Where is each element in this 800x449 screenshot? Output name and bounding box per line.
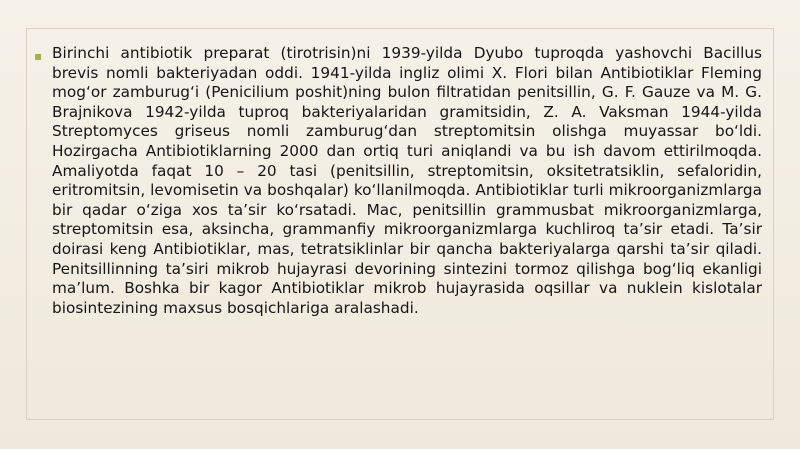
body-paragraph: Birinchi antibiotik preparat (tirotrisin)ni 1939-yilda Dyubo tuproqda yashovchi Bacillus brevis nomli bakteriyadan oddi. 1941-yilda ingliz olimi X. Flori bilan Antibiotiklar Fleming mog‘or zamburug‘i (Penicilium poshit)ning bulon filtratidan penitsillin, G. F. Gauze va M. G. Brajnikova 1942-yilda tuproq bakteriyalaridan gramitsidin, Z. A. Vaksman 1944-yilda Streptomyces griseus nomli zamburug‘dan streptomitsin olishga muyassar bo‘ldi. Hozirgacha Antibiotiklarning 2000 dan ortiq turi aniqlandi va bu ish davom ettirilmoqda. Amaliyotda faqat 10 – 20 tasi (penitsillin, streptomitsin, oksitetratsiklin, sefaloridin, eritromitsin, levomisetin va boshqalar) ko‘llanilmoqda. Antibiotiklar turli mikroorganizmlarga bir qadar o‘ziga xos ta’sir ko‘rsatadi. Mac, penitsillin grammusbat mikroorganizmlarga, streptomitsin esa, aksincha, grammanfiy mikroorganizmlarga kuchliroq ta’sir etadi. Ta’sir doirasi keng Antibiotiklar, mas, tetratsiklinlar bir qancha bakteriyalarga qarshi ta’sir qiladi. Penitsillinning ta’siri mikrob hujayrasi devorining sintezini tormoz qilishga bog‘liq ekanligi ma’lum. Boshka bir kagor Antibiotiklar mikrob hujayrasida oqsillar va nuklein kislotalar biosintezining maxsus bosqichlariga aralashadi. <box>52 44 762 317</box>
bullet-paragraph-block <box>34 44 762 318</box>
bullet-square-icon: ▪ <box>34 49 43 63</box>
